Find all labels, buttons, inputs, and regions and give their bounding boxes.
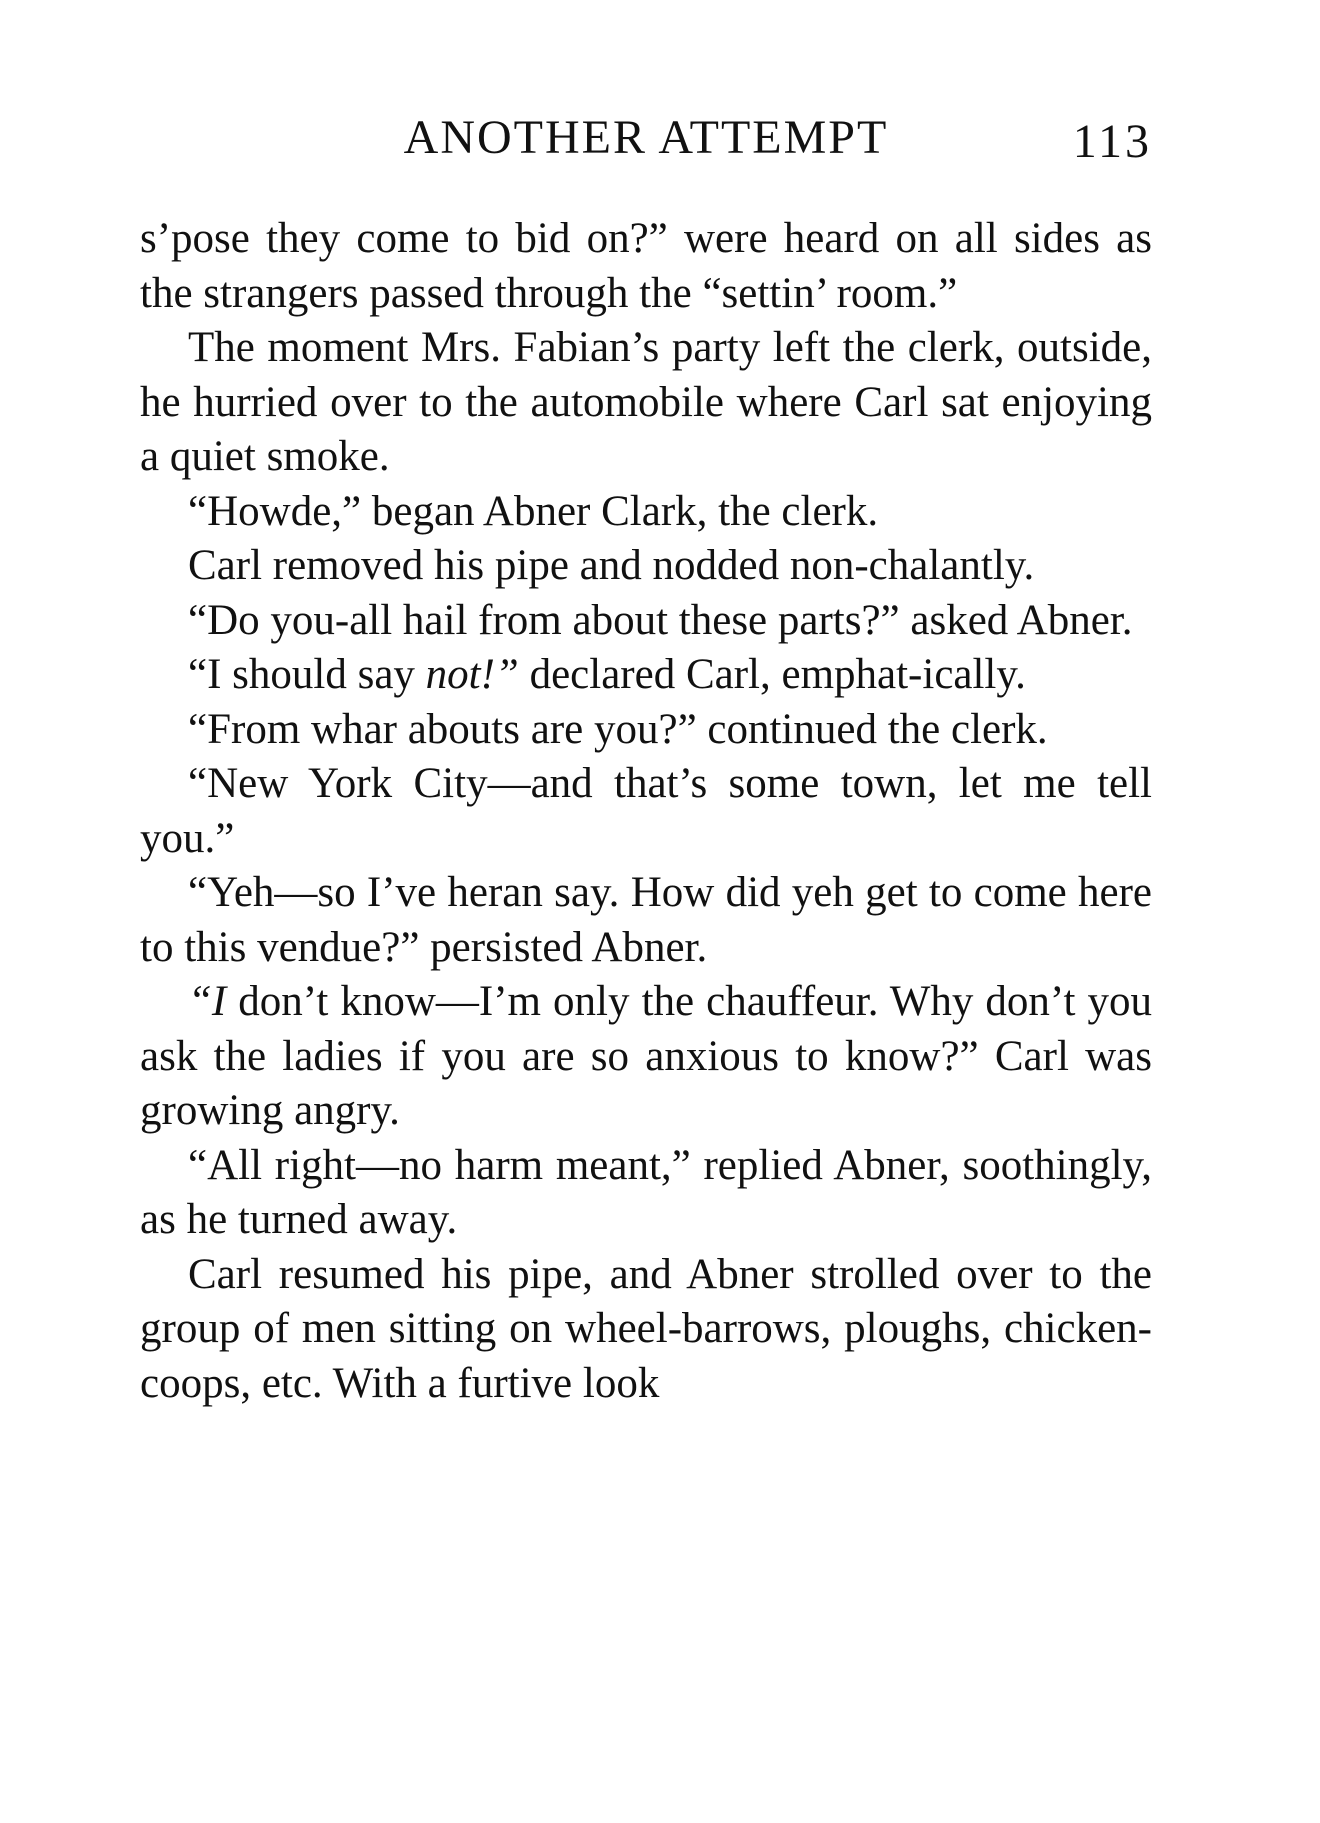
paragraph-italic-text: “I [188,978,227,1025]
paragraph-text: The moment Mrs. Fabian’s party left the clerk, outside, he hurried over to the automobile where Carl sat enjoying a quiet smoke. [140,324,1152,480]
paragraph [140,539,1152,594]
paragraph-text: “New York City—and that’s some town, let me tell you.” [140,760,1152,862]
page-number: 113 [1072,115,1152,168]
paragraph [140,703,1152,758]
paragraph [140,648,1152,703]
paragraph [140,1139,1152,1248]
paragraph-text: “From whar abouts are you?” continued the clerk. [188,705,1048,753]
paragraph [140,757,1152,866]
paragraph-italic-text: not!” [425,651,519,698]
paragraph [140,866,1152,975]
paragraph-text: declared Carl, emphat-ically. [518,651,1026,698]
paragraph-text: s’pose they come to bid on?” were heard on all sides as the strangers passed through the “settin’ room.” [140,215,1152,317]
paragraph-text: “All right—no harm meant,” replied Abner, soothingly, as he turned away. [140,1141,1152,1243]
paragraph [140,975,1152,1139]
paragraph-text: “Yeh—so I’ve heran say. How did yeh get to come here to this vendue?” persisted Abner. [140,869,1152,971]
body-text [140,212,1152,1411]
paragraph-text: “Howde,” began Abner Clark, the clerk. [188,487,879,535]
running-title: ANOTHER ATTEMPT [403,111,889,164]
paragraph [140,1248,1152,1412]
paragraph [140,321,1152,485]
paragraph [140,594,1152,649]
paragraph-text: don’t know—I’m only the chauffeur. Why don’t you ask the ladies if you are so anxious to know?” Carl was growing angry. [140,978,1152,1134]
paragraph-text: Carl resumed his pipe, and Abner strolled over to the group of men sitting on wheel-barrows, ploughs, chicken-coops, etc. With a furtive look [140,1250,1152,1407]
paragraph-text: “Do you-all hail from about these parts?” asked Abner. [188,596,1133,644]
paragraph [140,485,1152,540]
paragraph-text: “I should say [188,651,426,698]
paragraph-text: Carl removed his pipe and nodded non-chalantly. [188,542,1035,589]
paragraph [140,212,1152,321]
page-header [140,108,1152,168]
